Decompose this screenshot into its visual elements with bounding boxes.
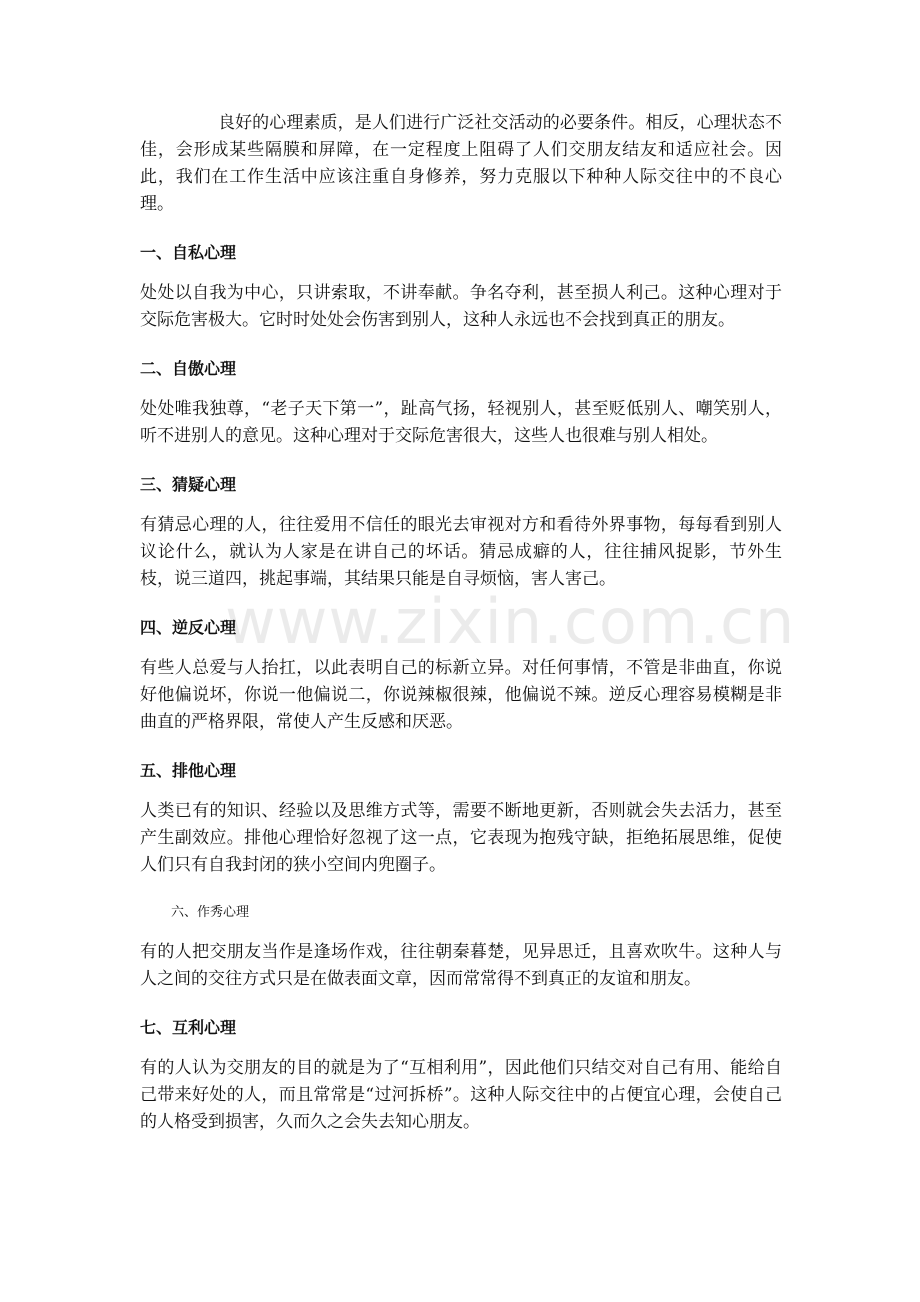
watermark: www.zixin.com.cn bbox=[225, 585, 796, 658]
section-heading-arrogant: 二、自傲心理 bbox=[140, 359, 237, 378]
section-body-selfish: 处处以自我为中心，只讲索取，不讲奉献。争名夺利，甚至损人利己。这种心理对于交际危害极大。它时时处处会伤害到别人，这种人永远也不会找到真正的朋友。 bbox=[140, 283, 782, 330]
section-body-exclusive: 人类已有的知识、经验以及思维方式等，需要不断地更新，否则就会失去活力，甚至产生副效应。排他心理恰好忽视了这一点，它表现为抱残守缺，拒绝拓展思维，促使人们只有自我封闭的狭小空间内兜圈子。 bbox=[140, 801, 782, 875]
section-body-arrogant: 处处唯我独尊，“老子天下第一”，趾高气扬，轻视别人，甚至贬低别人、嘲笑别人，听不进别人的意见。这种心理对于交际危害很大，这些人也很难与别人相处。 bbox=[140, 399, 782, 446]
section-heading-showoff: 六、作秀心理 bbox=[171, 905, 250, 920]
intro-paragraph: 良好的心理素质，是人们进行广泛社交活动的必要条件。相反，心理状态不佳，会形成某些隔膜和屏障，在一定程度上阻碍了人们交朋友结友和适应社会。因此，我们在工作生活中应该注重自身修养，努力克服以下种种人际交往中的不良心理。 bbox=[140, 113, 782, 214]
section-heading-exclusive: 五、排他心理 bbox=[140, 761, 237, 780]
section-body-showoff: 有的人把交朋友当作是逢场作戏，往往朝秦暮楚，见异思迁，且喜欢吹牛。这种人与人之间的交往方式只是在做表面文章，因而常常得不到真正的友谊和朋友。 bbox=[140, 942, 782, 989]
section-heading-mutual-benefit: 七、互利心理 bbox=[140, 1018, 237, 1037]
section-body-rebellious: 有些人总爱与人抬扛，以此表明自己的标新立异。对任何事情，不管是非曲直，你说好他偏说坏，你说一他偏说二，你说辣椒很辣，他偏说不辣。逆反心理容易模糊是非曲直的严格界限，常使人产生反感和厌恶。 bbox=[140, 658, 782, 732]
section-heading-selfish: 一、自私心理 bbox=[140, 243, 237, 262]
section-heading-suspicion: 三、猜疑心理 bbox=[140, 475, 237, 494]
section-body-suspicion: 有猜忌心理的人，往往爱用不信任的眼光去审视对方和看待外界事物，每每看到别人议论什么，就认为人家是在讲自己的坏话。猜忌成癖的人，往往捕风捉影，节外生枝，说三道四，挑起事端，其结果只能是自寻烦恼，害人害己。 bbox=[140, 515, 782, 589]
document-body bbox=[140, 110, 782, 1136]
section-heading-rebellious: 四、逆反心理 bbox=[140, 618, 237, 637]
section-body-mutual-benefit: 有的人认为交朋友的目的就是为了“互相利用”，因此他们只结交对自己有用、能给自己带来好处的人，而且常常是“过河拆桥”。这种人际交往中的占便宜心理，会使自己的人格受到损害，久而久之会失去知心朋友。 bbox=[140, 1058, 782, 1132]
